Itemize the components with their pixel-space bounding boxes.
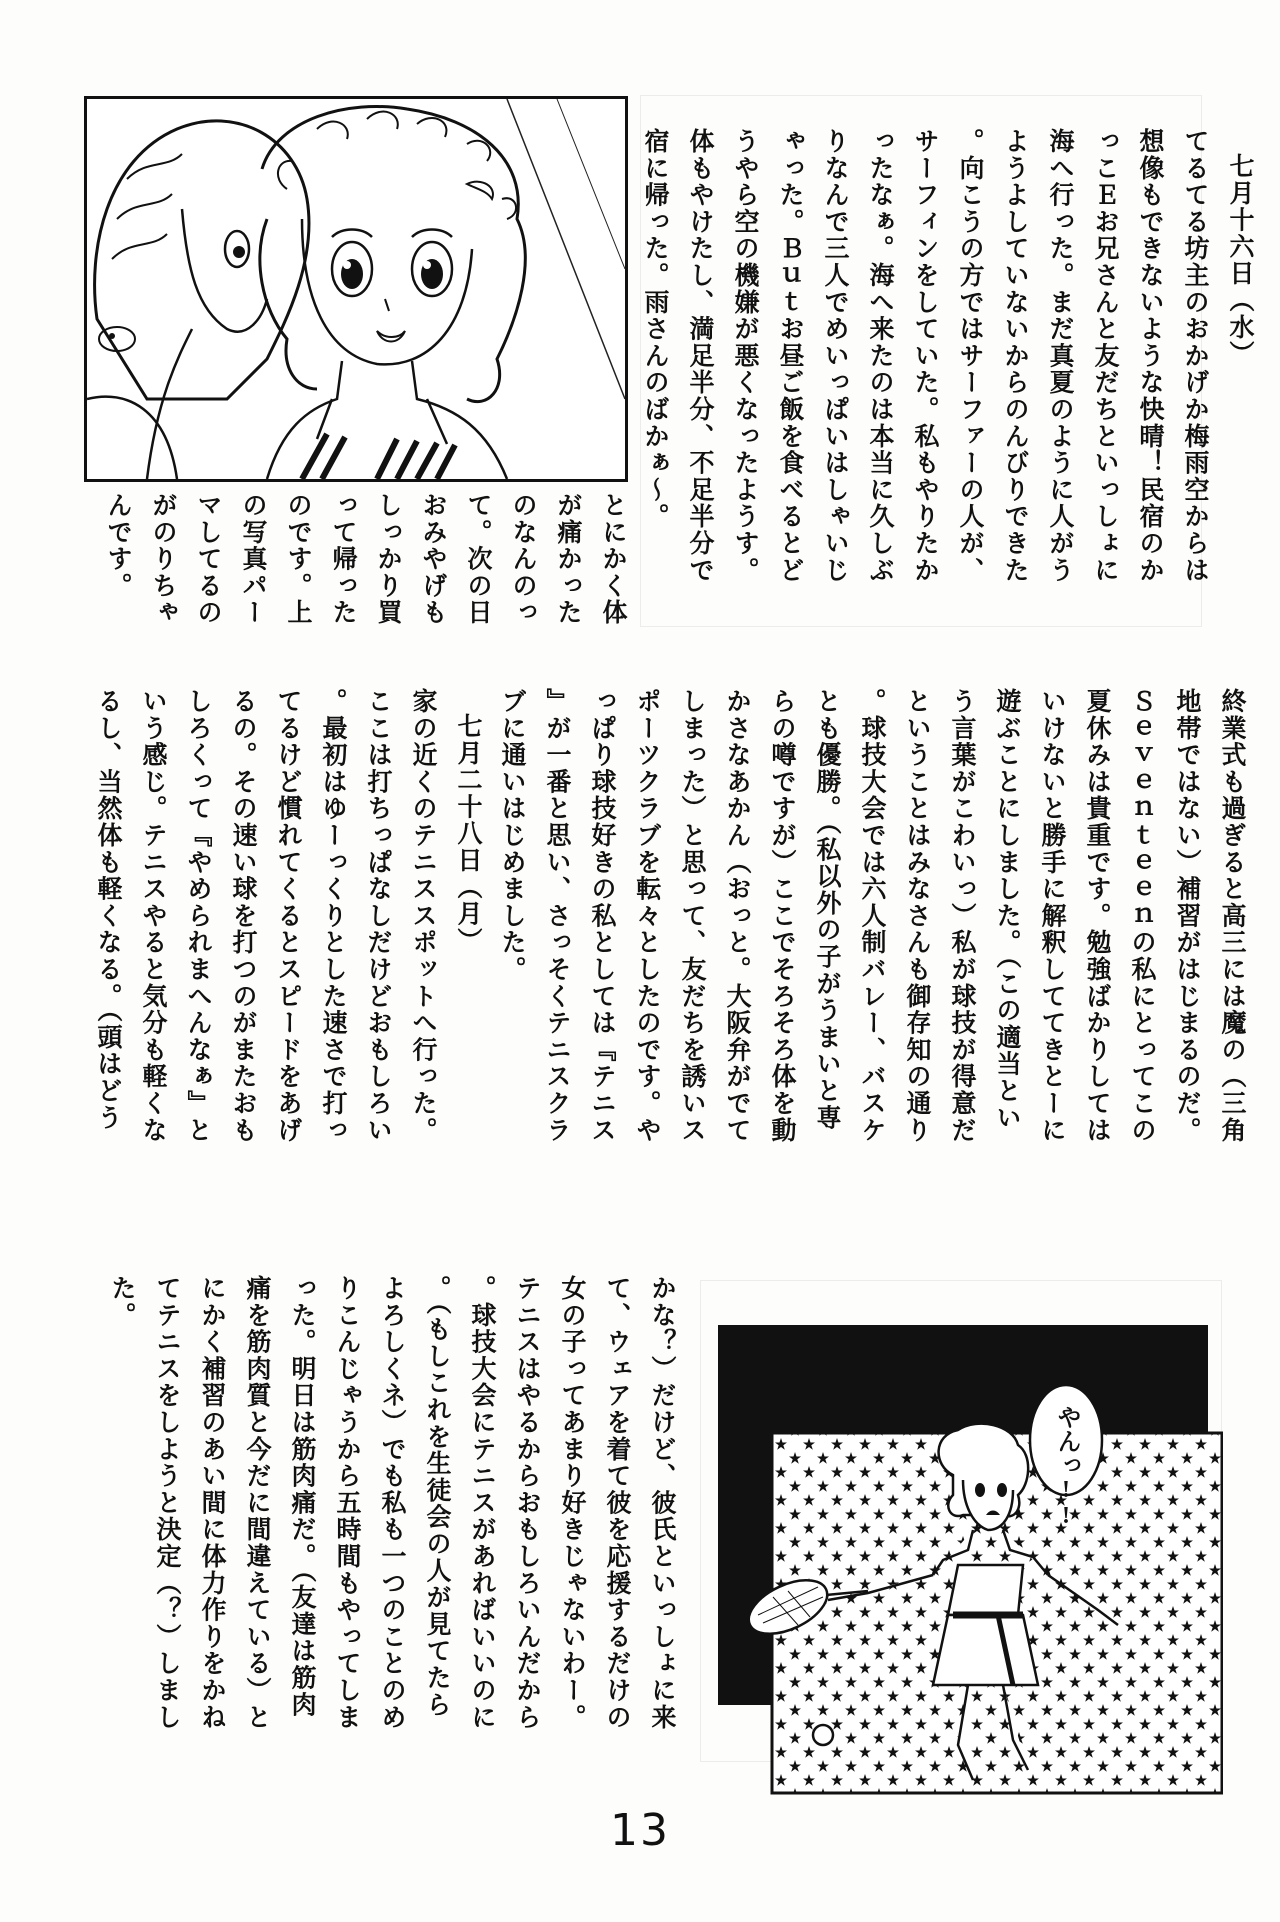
- text-line: う言葉がこわいっ）私が球技が得意だ: [948, 688, 977, 1144]
- text-line: 。球技大会では六人制バレー、バスケ: [858, 688, 887, 1144]
- text-line: た。: [108, 1275, 137, 1329]
- text-line: っぱり球技好きの私としては『テニス: [588, 688, 617, 1144]
- text-line: んです。: [104, 492, 133, 600]
- text-line: 地帯ではない）補習がはじまるのだ。: [1173, 688, 1202, 1144]
- text-line: ということはみなさんも御存知の通り: [903, 688, 932, 1144]
- text-line: りなんで三人でめいっぱいはしゃいじ: [821, 128, 850, 584]
- text-line: て、ウェアを着て彼を応援するだけの: [603, 1275, 632, 1731]
- entry-closing-ceremony-text: [490, 688, 1255, 1188]
- text-line: った。明日は筋肉痛だ。（友達は筋肉: [288, 1275, 317, 1719]
- tennis-ball-icon: [813, 1725, 833, 1745]
- text-line: て。次の日: [464, 492, 493, 626]
- text-line: かさなあかん（おっと。大阪弁がでて: [723, 688, 752, 1144]
- text-line: って帰った: [329, 492, 358, 626]
- text-line: テニスはやるからおもしろいんだから: [513, 1275, 542, 1731]
- text-line: ここは打ちっぱなしだけどおもしろい: [364, 688, 393, 1144]
- text-line: 家の近くのテニススポットへ行った。: [409, 688, 438, 1144]
- text-line: 体もやけたし、満足半分、不足半分で: [686, 128, 715, 584]
- text-line: るし、当然体も軽くなる。（頭はどう: [94, 688, 123, 1132]
- text-line: サーフィンをしていた。私もやりたか: [911, 128, 940, 584]
- text-line: っこＥお兄さんと友だちといっしょに: [1091, 128, 1120, 584]
- entry-july28-heading: 七月二十八日（月）: [454, 713, 483, 955]
- text-line: いけないと勝手に解釈しててきとーに: [1038, 688, 1067, 1144]
- page-number: 13: [610, 1805, 670, 1856]
- text-line: ゃった。Ｂｕｔお昼ご飯を食べるとど: [776, 128, 805, 584]
- speech-bubble-text: やんっ!!: [1053, 1405, 1079, 1529]
- entry-july16-continued: [96, 492, 636, 652]
- text-line: よろしくネ）でも私も一つのことのめ: [378, 1275, 407, 1731]
- entry-july28-continued: [100, 1275, 685, 1775]
- text-line: とにかく体: [599, 492, 628, 626]
- text-line: のです。上: [284, 492, 313, 626]
- text-line: ったなぁ。海へ来たのは本当に久しぶ: [866, 128, 895, 584]
- text-line: 夏休みは貴重です。勉強ばかりしては: [1083, 688, 1112, 1144]
- text-line: しろくって『やめられまへんなぁ』と: [184, 688, 213, 1144]
- bottom-illustration: [718, 1325, 1223, 1795]
- text-line: 海へ行った。まだ真夏のように人がう: [1046, 128, 1075, 584]
- text-line: 』が一番と思い、さっそくテニスクラ: [543, 688, 572, 1144]
- text-line: ようよしていないからのんびりできた: [1001, 128, 1030, 584]
- text-line: Ｓｅｖｅｎｔｅｅｎの私にとってこの: [1128, 688, 1157, 1144]
- beach-girls-illustration: [87, 99, 625, 479]
- text-line: おみやげも: [419, 492, 448, 626]
- text-line: うやら空の機嫌が悪くなったようす。: [731, 128, 760, 584]
- text-line: てテニスをしようと決定（？）しまし: [153, 1275, 182, 1731]
- text-line: 宿に帰った。雨さんのばかぁ～。: [641, 128, 670, 530]
- text-line: 。球技大会にテニスがあればいいのに: [468, 1275, 497, 1731]
- text-line: 終業式も過ぎると高三には魔の（三角: [1218, 688, 1247, 1144]
- text-line: 想像もできないような快晴！民宿のか: [1136, 128, 1165, 584]
- text-line: がのりちゃ: [149, 492, 178, 626]
- text-line: にかく補習のあい間に体力作りをかね: [198, 1275, 227, 1731]
- text-line: のなんのっ: [509, 492, 538, 626]
- text-line: いう感じ。テニスやると気分も軽くな: [139, 688, 168, 1144]
- tennis-girl-illustration: [718, 1325, 1223, 1795]
- top-illustration-panel: [84, 96, 628, 482]
- text-line: ブに通いはじめました。: [498, 688, 527, 983]
- entry-july28-text: [86, 688, 491, 1188]
- text-line: ポーツクラブを転々としたのです。や: [633, 688, 662, 1144]
- entry-july16-heading: 七月十六日（水）: [1226, 153, 1255, 368]
- text-line: しまった）と思って、友だちを誘いス: [678, 688, 707, 1144]
- text-line: 。最初はゆーっくりとした速さで打っ: [319, 688, 348, 1144]
- text-line: 遊ぶことにしました。（この適当とい: [993, 688, 1022, 1132]
- text-line: 女の子ってあまり好きじゃないわー。: [558, 1275, 587, 1731]
- text-line: るの。その速い球を打つのがまたおも: [229, 688, 258, 1144]
- text-line: てるけど慣れてくるとスピードをあげ: [274, 688, 303, 1144]
- entry-july16-text: [633, 128, 1263, 628]
- text-line: 痛を筋肉質と今だに間違えている）と: [243, 1275, 272, 1731]
- text-line: 。（もしこれを生徒会の人が見てたら: [423, 1275, 452, 1719]
- text-line: らの噂ですが）ここでそろそろ体を動: [768, 688, 797, 1144]
- text-line: マしてるの: [194, 492, 223, 626]
- text-line: が痛かった: [554, 492, 583, 626]
- text-line: とも優勝。（私以外の子がうまいと専: [813, 688, 842, 1132]
- text-line: の写真パー: [239, 492, 268, 626]
- text-line: 。向こうの方ではサーファーの人が、: [956, 128, 985, 584]
- text-line: かな？）だけど、彼氏といっしょに来: [648, 1275, 677, 1731]
- text-line: りこんじゃうから五時間もやってしま: [333, 1275, 362, 1731]
- text-line: てるてる坊主のおかげか梅雨空からは: [1181, 128, 1210, 584]
- text-line: しっかり買: [374, 492, 403, 626]
